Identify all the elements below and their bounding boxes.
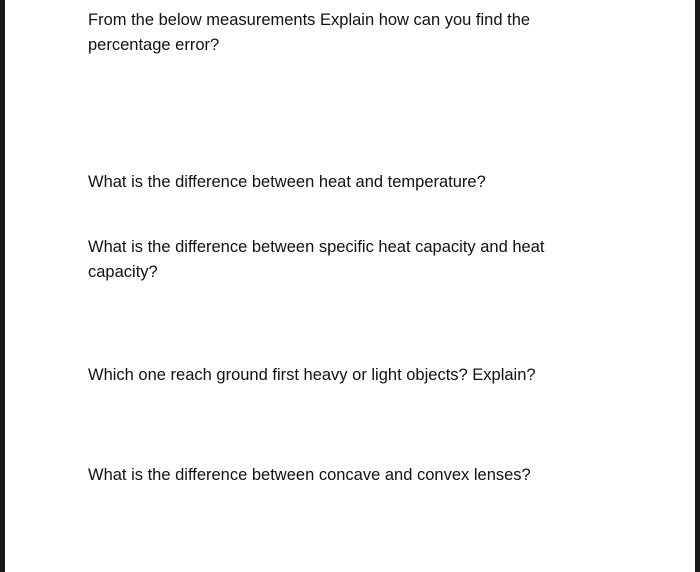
question-line: Which one reach ground first heavy or light objects? Explain? — [88, 366, 536, 384]
left-border-edge — [0, 0, 5, 572]
question-percentage-error — [88, 8, 608, 58]
question-heat-temperature — [88, 170, 608, 195]
question-line: percentage error? — [88, 36, 220, 54]
question-line: What is the difference between heat and temperature? — [88, 173, 486, 191]
question-specific-heat — [88, 235, 608, 285]
question-line: What is the difference between specific heat capacity and heat — [88, 238, 545, 256]
right-border-edge — [695, 0, 700, 572]
question-line: What is the difference between concave and convex lenses? — [88, 466, 531, 484]
question-line: From the below measurements Explain how can you find the — [88, 11, 531, 29]
question-line: capacity? — [88, 263, 158, 281]
question-falling-objects — [88, 363, 608, 388]
question-lenses — [88, 463, 608, 488]
